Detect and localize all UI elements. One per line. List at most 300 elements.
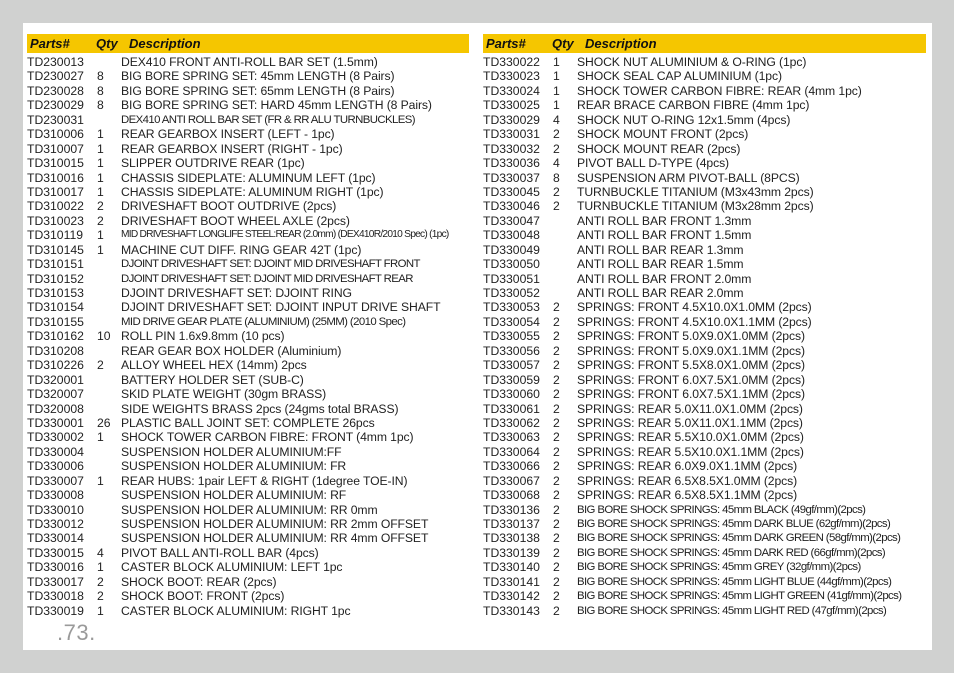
quantity: 1 xyxy=(553,55,560,69)
table-row xyxy=(483,142,926,156)
quantity: 8 xyxy=(553,170,560,185)
table-row xyxy=(27,589,469,603)
part-number: TD330019 xyxy=(27,603,84,618)
description: SUSPENSION HOLDER ALUMINIUM: RR 2mm OFFSET xyxy=(121,517,429,531)
quantity: 26 xyxy=(97,415,111,430)
part-number: TD310153 xyxy=(27,286,84,300)
column-header-right xyxy=(483,34,926,53)
description: DJOINT DRIVESHAFT SET: DJOINT MID DRIVESHAFT FRONT xyxy=(121,258,420,271)
description: DJOINT DRIVESHAFT SET: DJOINT MID DRIVESHAFT REAR xyxy=(121,272,413,285)
description: SPRINGS: REAR 5.5X10.0X1.1MM (2pcs) xyxy=(577,444,804,459)
part-number: TD330049 xyxy=(483,242,540,257)
description: ANTI ROLL BAR FRONT 2.0mm xyxy=(577,271,752,286)
description: CHASSIS SIDEPLATE: ALUMINUM LEFT (1pc) xyxy=(121,170,376,185)
description: SUSPENSION HOLDER ALUMINIUM: RR 0mm xyxy=(121,502,378,517)
table-row xyxy=(483,604,926,618)
description: DJOINT DRIVESHAFT SET: DJOINT INPUT DRIVE SHAFT xyxy=(121,300,441,315)
part-number: TD330068 xyxy=(483,488,540,503)
table-row xyxy=(483,315,926,329)
description: BATTERY HOLDER SET (SUB-C) xyxy=(121,372,304,387)
description: SPRINGS: FRONT 4.5X10.0X1.0MM (2pcs) xyxy=(577,300,812,315)
table-row xyxy=(27,560,469,574)
column-header-left xyxy=(27,34,469,53)
part-number: TD310015 xyxy=(27,156,84,171)
description: BIG BORE SPRING SET: 65mm LENGTH (8 Pairs) xyxy=(121,83,395,98)
quantity: 1 xyxy=(97,170,104,185)
table-row xyxy=(27,402,469,416)
quantity: 2 xyxy=(553,141,560,156)
quantity: 2 xyxy=(553,415,560,430)
table-row xyxy=(27,142,469,156)
part-number: TD310022 xyxy=(27,199,84,214)
table-row xyxy=(483,344,926,358)
part-number: TD330050 xyxy=(483,257,540,272)
description: SHOCK MOUNT REAR (2pcs) xyxy=(577,141,741,156)
quantity: 2 xyxy=(553,300,560,315)
description: SHOCK NUT O-RING 12x1.5mm (4pcs) xyxy=(577,112,791,127)
quantity: 2 xyxy=(553,387,560,402)
description: SUSPENSION HOLDER ALUMINIUM:FF xyxy=(121,444,342,459)
part-number: TD330006 xyxy=(27,459,84,474)
description: ALLOY WHEEL HEX (14mm) 2pcs xyxy=(121,358,307,373)
quantity: 2 xyxy=(553,127,560,142)
table-row xyxy=(483,69,926,83)
quantity: 2 xyxy=(97,574,104,589)
table-row xyxy=(483,214,926,228)
part-number: TD310119 xyxy=(27,228,84,243)
part-number: TD330140 xyxy=(483,560,540,575)
table-row xyxy=(483,358,926,372)
description: REAR GEARBOX INSERT (LEFT - 1pc) xyxy=(121,127,335,142)
table-row xyxy=(27,228,469,242)
description: MID DRIVESHAFT LONGLIFE STEEL:REAR (2.0mm) (DEX410R/2010 Spec) (1pc) xyxy=(121,229,449,241)
quantity: 2 xyxy=(553,430,560,445)
part-number: TD310017 xyxy=(27,184,84,199)
header-parts: Parts# xyxy=(486,36,526,51)
description: SPRINGS: REAR 5.0X11.0X1.0MM (2pcs) xyxy=(577,401,803,416)
table-row xyxy=(483,257,926,271)
part-number: TD330064 xyxy=(483,444,540,459)
part-number: TD330048 xyxy=(483,228,540,243)
part-number: TD330007 xyxy=(27,473,84,488)
table-row xyxy=(483,575,926,589)
description: REAR BRACE CARBON FIBRE (4mm 1pc) xyxy=(577,98,810,113)
part-number: TD330055 xyxy=(483,329,540,344)
quantity: 1 xyxy=(97,156,104,171)
part-number: TD330032 xyxy=(483,141,540,156)
quantity: 2 xyxy=(553,444,560,459)
table-row xyxy=(483,300,926,314)
description: SHOCK SEAL CAP ALUMINIUM (1pc) xyxy=(577,69,782,84)
table-row xyxy=(27,156,469,170)
description: SIDE WEIGHTS BRASS 2pcs (24gms total BRASS) xyxy=(121,401,399,416)
table-row xyxy=(27,416,469,430)
description: SPRINGS: REAR 6.5X8.5X1.0MM (2pcs) xyxy=(577,473,798,488)
description: CHASSIS SIDEPLATE: ALUMINUM RIGHT (1pc) xyxy=(121,184,384,199)
description: CASTER BLOCK ALUMINIUM: LEFT 1pc xyxy=(121,560,343,575)
part-number: TD330060 xyxy=(483,387,540,402)
table-row xyxy=(483,430,926,444)
part-number: TD230031 xyxy=(27,112,84,127)
table-row xyxy=(27,69,469,83)
description: CASTER BLOCK ALUMINIUM: RIGHT 1pc xyxy=(121,603,351,618)
table-row xyxy=(27,55,469,69)
table-row xyxy=(27,84,469,98)
part-number: TD330004 xyxy=(27,444,84,459)
description: REAR GEAR BOX HOLDER (Aluminium) xyxy=(121,343,342,358)
part-number: TD330061 xyxy=(483,401,540,416)
table-row xyxy=(27,272,469,286)
part-number: TD330025 xyxy=(483,98,540,113)
parts-list-left xyxy=(27,55,469,618)
description: DRIVESHAFT BOOT OUTDRIVE (2pcs) xyxy=(121,199,337,214)
table-row xyxy=(483,488,926,502)
table-row xyxy=(483,185,926,199)
quantity: 1 xyxy=(97,141,104,156)
table-row xyxy=(27,344,469,358)
quantity: 8 xyxy=(97,83,104,98)
table-row xyxy=(483,243,926,257)
table-row xyxy=(483,531,926,545)
quantity: 2 xyxy=(553,199,560,214)
part-number: TD320008 xyxy=(27,401,84,416)
description: REAR GEARBOX INSERT (RIGHT - 1pc) xyxy=(121,141,343,156)
description: PIVOT BALL ANTI-ROLL BAR (4pcs) xyxy=(121,545,319,560)
part-number: TD330142 xyxy=(483,589,540,604)
table-row xyxy=(483,402,926,416)
part-number: TD330022 xyxy=(483,55,540,69)
quantity: 2 xyxy=(553,502,560,517)
part-number: TD310151 xyxy=(27,257,84,272)
part-number: TD310007 xyxy=(27,141,84,156)
table-row xyxy=(27,257,469,271)
quantity: 2 xyxy=(97,199,104,214)
part-number: TD330012 xyxy=(27,517,84,531)
table-row xyxy=(483,286,926,300)
part-number: TD330047 xyxy=(483,213,540,228)
part-number: TD320007 xyxy=(27,387,84,402)
description: BIG BORE SPRING SET: HARD 45mm LENGTH (8 Pairs) xyxy=(121,98,432,113)
part-number: TD230028 xyxy=(27,83,84,98)
part-number: TD330054 xyxy=(483,314,540,329)
description: ANTI ROLL BAR REAR 1.3mm xyxy=(577,242,744,257)
description: DJOINT DRIVESHAFT SET: DJOINT RING xyxy=(121,286,352,300)
table-row xyxy=(27,127,469,141)
part-number: TD330059 xyxy=(483,372,540,387)
table-row xyxy=(27,171,469,185)
description: SPRINGS: FRONT 6.0X7.5X1.1MM (2pcs) xyxy=(577,387,805,402)
page-number: .73. xyxy=(57,620,96,645)
table-row xyxy=(27,214,469,228)
part-number: TD330015 xyxy=(27,545,84,560)
part-number: TD330014 xyxy=(27,531,84,546)
part-number: TD330029 xyxy=(483,112,540,127)
description: ANTI ROLL BAR REAR 1.5mm xyxy=(577,257,744,272)
part-number: TD320001 xyxy=(27,372,84,387)
description: MID DRIVE GEAR PLATE (ALUMINIUM) (25MM) (2010 Spec) xyxy=(121,315,406,328)
quantity: 2 xyxy=(553,603,560,618)
quantity: 2 xyxy=(553,517,560,531)
quantity: 4 xyxy=(553,156,560,171)
part-number: TD330018 xyxy=(27,589,84,604)
description: BIG BORE SHOCK SPRINGS: 45mm LIGHT BLUE (44gf/mm)(2pcs) xyxy=(577,575,892,588)
description: SPRINGS: FRONT 5.5X8.0X1.0MM (2pcs) xyxy=(577,358,805,373)
table-row xyxy=(27,98,469,112)
description: DRIVESHAFT BOOT WHEEL AXLE (2pcs) xyxy=(121,213,350,228)
part-number: TD330067 xyxy=(483,473,540,488)
part-number: TD230013 xyxy=(27,55,84,69)
description: SUSPENSION HOLDER ALUMINIUM: FR xyxy=(121,459,347,474)
table-row xyxy=(27,358,469,372)
quantity: 1 xyxy=(553,98,560,113)
part-number: TD310152 xyxy=(27,271,84,286)
description: MACHINE CUT DIFF. RING GEAR 42T (1pc) xyxy=(121,242,362,257)
quantity: 2 xyxy=(553,488,560,503)
quantity: 8 xyxy=(97,98,104,113)
description: SPRINGS: FRONT 4.5X10.0X1.1MM (2pcs) xyxy=(577,314,812,329)
part-number: TD330002 xyxy=(27,430,84,445)
quantity: 2 xyxy=(553,589,560,604)
table-row xyxy=(483,98,926,112)
table-row xyxy=(483,474,926,488)
part-number: TD330045 xyxy=(483,184,540,199)
quantity: 4 xyxy=(553,112,560,127)
part-number: TD330066 xyxy=(483,459,540,474)
description: SHOCK MOUNT FRONT (2pcs) xyxy=(577,127,749,142)
part-number: TD310208 xyxy=(27,343,84,358)
quantity: 2 xyxy=(553,343,560,358)
quantity: 2 xyxy=(553,358,560,373)
quantity: 2 xyxy=(553,560,560,575)
table-row xyxy=(27,503,469,517)
part-number: TD330008 xyxy=(27,488,84,503)
table-row xyxy=(27,488,469,502)
quantity: 1 xyxy=(97,603,104,618)
description: SPRINGS: FRONT 5.0X9.0X1.1MM (2pcs) xyxy=(577,343,805,358)
quantity: 2 xyxy=(553,329,560,344)
table-row xyxy=(27,199,469,213)
description: PLASTIC BALL JOINT SET: COMPLETE 26pcs xyxy=(121,415,375,430)
quantity: 2 xyxy=(97,358,104,373)
description: SKID PLATE WEIGHT (30gm BRASS) xyxy=(121,387,327,402)
description: SHOCK NUT ALUMINIUM & O-RING (1pc) xyxy=(577,55,807,69)
quantity: 1 xyxy=(97,228,104,243)
table-row xyxy=(27,315,469,329)
quantity: 2 xyxy=(97,589,104,604)
description: ROLL PIN 1.6x9.8mm (10 pcs) xyxy=(121,329,285,344)
table-row xyxy=(483,329,926,343)
description: SPRINGS: FRONT 6.0X7.5X1.0MM (2pcs) xyxy=(577,372,805,387)
part-number: TD310145 xyxy=(27,242,84,257)
part-number: TD310023 xyxy=(27,213,84,228)
description: DEX410 ANTI ROLL BAR SET (FR & RR ALU TURNBUCKLES) xyxy=(121,113,415,126)
part-number: TD330138 xyxy=(483,531,540,546)
quantity: 2 xyxy=(553,459,560,474)
table-row xyxy=(483,199,926,213)
description: BIG BORE SPRING SET: 45mm LENGTH (8 Pairs) xyxy=(121,69,395,84)
table-row xyxy=(483,55,926,69)
table-row xyxy=(27,459,469,473)
table-row xyxy=(483,127,926,141)
description: SPRINGS: REAR 6.5X8.5X1.1MM (2pcs) xyxy=(577,488,798,503)
table-row xyxy=(27,329,469,343)
part-number: TD330001 xyxy=(27,415,84,430)
quantity: 2 xyxy=(553,531,560,546)
part-number: TD330031 xyxy=(483,127,540,142)
table-row xyxy=(483,589,926,603)
part-number: TD330046 xyxy=(483,199,540,214)
description: BIG BORE SHOCK SPRINGS: 45mm GREY (32gf/mm)(2pcs) xyxy=(577,561,861,574)
description: SUSPENSION ARM PIVOT-BALL (8PCS) xyxy=(577,170,800,185)
table-row xyxy=(483,84,926,98)
quantity: 2 xyxy=(553,184,560,199)
quantity: 2 xyxy=(553,473,560,488)
table-row xyxy=(27,445,469,459)
table-row xyxy=(483,517,926,531)
description: BIG BORE SHOCK SPRINGS: 45mm BLACK (49gf/mm)(2pcs) xyxy=(577,503,866,516)
part-number: TD330139 xyxy=(483,545,540,560)
description: PIVOT BALL D-TYPE (4pcs) xyxy=(577,156,730,171)
part-number: TD310016 xyxy=(27,170,84,185)
header-qty: Qty xyxy=(96,36,118,51)
table-row xyxy=(483,171,926,185)
description: SHOCK TOWER CARBON FIBRE: REAR (4mm 1pc) xyxy=(577,83,862,98)
part-number: TD330024 xyxy=(483,83,540,98)
table-row xyxy=(27,387,469,401)
part-number: TD310155 xyxy=(27,314,84,329)
description: BIG BORE SHOCK SPRINGS: 45mm DARK GREEN (58gf/mm)(2pcs) xyxy=(577,532,901,545)
description: TURNBUCKLE TITANIUM (M3x28mm 2pcs) xyxy=(577,199,814,214)
description: DEX410 FRONT ANTI-ROLL BAR SET (1.5mm) xyxy=(121,55,378,69)
description: BIG BORE SHOCK SPRINGS: 45mm LIGHT GREEN (41gf/mm)(2pcs) xyxy=(577,590,902,603)
description: ANTI ROLL BAR REAR 2.0mm xyxy=(577,286,744,300)
quantity: 1 xyxy=(553,69,560,84)
quantity: 2 xyxy=(553,372,560,387)
quantity: 1 xyxy=(97,242,104,257)
quantity: 2 xyxy=(553,545,560,560)
part-number: TD330053 xyxy=(483,300,540,315)
table-row xyxy=(27,185,469,199)
table-row xyxy=(27,575,469,589)
table-row xyxy=(27,604,469,618)
description: SUSPENSION HOLDER ALUMINIUM: RF xyxy=(121,488,347,503)
header-description: Description xyxy=(585,36,657,51)
part-number: TD330010 xyxy=(27,502,84,517)
part-number: TD330051 xyxy=(483,271,540,286)
table-row xyxy=(483,445,926,459)
description: SPRINGS: REAR 5.5X10.0X1.0MM (2pcs) xyxy=(577,430,804,445)
table-row xyxy=(27,474,469,488)
quantity: 1 xyxy=(97,430,104,445)
table-row xyxy=(483,387,926,401)
quantity: 2 xyxy=(553,401,560,416)
part-number: TD310006 xyxy=(27,127,84,142)
part-number: TD310154 xyxy=(27,300,84,315)
table-row xyxy=(27,286,469,300)
quantity: 1 xyxy=(97,560,104,575)
description: SPRINGS: FRONT 5.0X9.0X1.0MM (2pcs) xyxy=(577,329,805,344)
table-row xyxy=(483,416,926,430)
quantity: 4 xyxy=(97,545,104,560)
description: SPRINGS: REAR 5.0X11.0X1.1MM (2pcs) xyxy=(577,415,803,430)
description: SLIPPER OUTDRIVE REAR (1pc) xyxy=(121,156,305,171)
table-row xyxy=(27,546,469,560)
description: BIG BORE SHOCK SPRINGS: 45mm DARK RED (66gf/mm)(2pcs) xyxy=(577,546,886,559)
table-row xyxy=(483,272,926,286)
quantity: 1 xyxy=(553,83,560,98)
part-number: TD330056 xyxy=(483,343,540,358)
part-number: TD330023 xyxy=(483,69,540,84)
table-row xyxy=(27,113,469,127)
parts-column-right xyxy=(483,34,926,618)
table-row xyxy=(27,517,469,531)
description: SPRINGS: REAR 6.0X9.0X1.1MM (2pcs) xyxy=(577,459,798,474)
part-number: TD330036 xyxy=(483,156,540,171)
description: ANTI ROLL BAR FRONT 1.3mm xyxy=(577,213,752,228)
part-number: TD310226 xyxy=(27,358,84,373)
table-row xyxy=(483,546,926,560)
description: TURNBUCKLE TITANIUM (M3x43mm 2pcs) xyxy=(577,184,814,199)
part-number: TD330017 xyxy=(27,574,84,589)
part-number: TD330057 xyxy=(483,358,540,373)
header-description: Description xyxy=(129,36,201,51)
quantity: 1 xyxy=(97,184,104,199)
part-number: TD330136 xyxy=(483,502,540,517)
quantity: 8 xyxy=(97,69,104,84)
table-row xyxy=(483,156,926,170)
part-number: TD330141 xyxy=(483,574,540,589)
quantity: 2 xyxy=(97,213,104,228)
table-row xyxy=(483,459,926,473)
table-row xyxy=(27,430,469,444)
part-number: TD230029 xyxy=(27,98,84,113)
table-row xyxy=(27,243,469,257)
description: SHOCK BOOT: FRONT (2pcs) xyxy=(121,589,285,604)
part-number: TD330137 xyxy=(483,517,540,531)
table-row xyxy=(27,300,469,314)
quantity: 10 xyxy=(97,329,111,344)
quantity: 1 xyxy=(97,473,104,488)
table-row xyxy=(27,373,469,387)
part-number: TD230027 xyxy=(27,69,84,84)
catalog-page xyxy=(23,23,932,650)
parts-list-right xyxy=(483,55,926,618)
description: BIG BORE SHOCK SPRINGS: 45mm DARK BLUE (62gf/mm)(2pcs) xyxy=(577,518,891,530)
table-row xyxy=(483,373,926,387)
table-row xyxy=(483,560,926,574)
description: SHOCK BOOT: REAR (2pcs) xyxy=(121,574,277,589)
description: SUSPENSION HOLDER ALUMINIUM: RR 4mm OFFSET xyxy=(121,531,429,546)
table-row xyxy=(483,503,926,517)
quantity: 2 xyxy=(553,574,560,589)
header-qty: Qty xyxy=(552,36,574,51)
table-row xyxy=(483,228,926,242)
header-parts: Parts# xyxy=(30,36,70,51)
table-row xyxy=(27,531,469,545)
quantity: 2 xyxy=(553,314,560,329)
table-row xyxy=(483,113,926,127)
description: SHOCK TOWER CARBON FIBRE: FRONT (4mm 1pc) xyxy=(121,430,414,445)
quantity: 1 xyxy=(97,127,104,142)
part-number: TD330062 xyxy=(483,415,540,430)
part-number: TD310162 xyxy=(27,329,84,344)
description: BIG BORE SHOCK SPRINGS: 45mm LIGHT RED (47gf/mm)(2pcs) xyxy=(577,604,887,617)
description: REAR HUBS: 1pair LEFT & RIGHT (1degree TOE-IN) xyxy=(121,473,408,488)
description: ANTI ROLL BAR FRONT 1.5mm xyxy=(577,228,752,243)
parts-column-left xyxy=(27,34,469,618)
part-number: TD330143 xyxy=(483,603,540,618)
part-number: TD330052 xyxy=(483,286,540,300)
